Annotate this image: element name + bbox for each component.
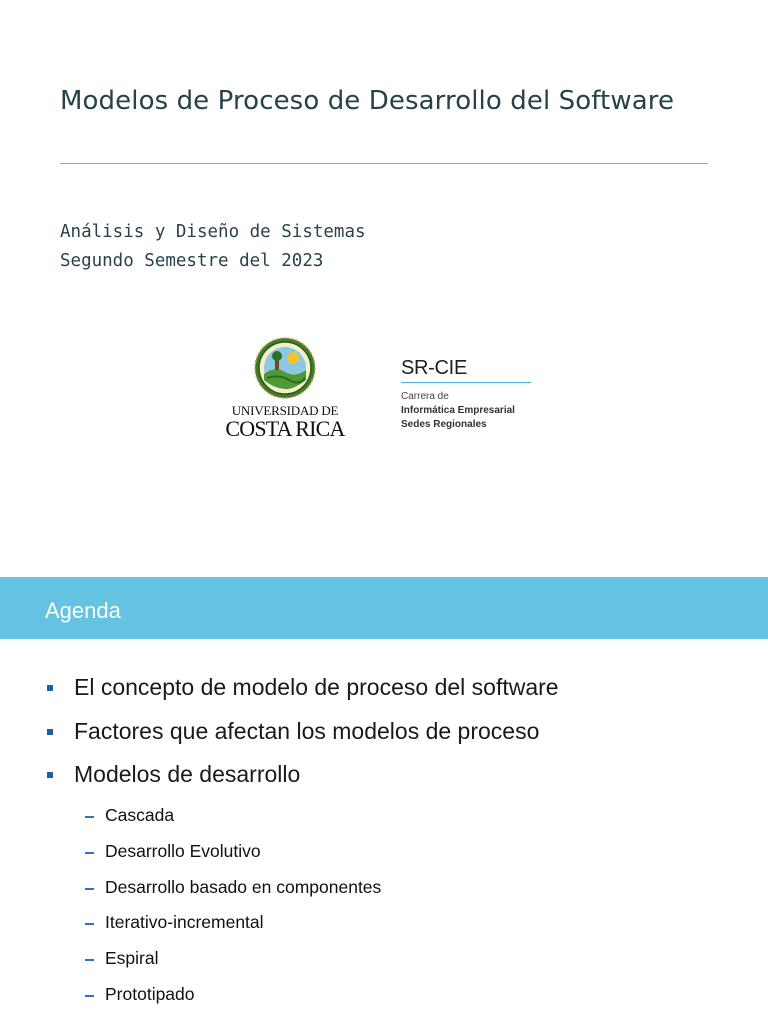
dash-icon (85, 995, 94, 997)
slide-title: Modelos de Proceso de Desarrollo del Software (60, 86, 675, 116)
srcie-logo-line3: Sedes Regionales (401, 419, 487, 430)
agenda-item: Factores que afectan los modelos de proceso (74, 718, 540, 744)
srcie-logo (401, 357, 541, 432)
agenda-subitem: Espiral (105, 948, 159, 968)
dash-icon (85, 959, 94, 961)
srcie-logo-line2: Informática Empresarial (401, 405, 515, 416)
dash-icon (85, 923, 94, 925)
title-divider (60, 163, 708, 164)
agenda-title: Agenda (45, 598, 121, 623)
semester: Segundo Semestre del 2023 (60, 251, 324, 271)
agenda-subitem: Iterativo-incremental (105, 912, 264, 932)
srcie-logo-rule (401, 382, 531, 383)
srcie-logo-title: SR-CIE (401, 357, 467, 379)
ucr-logo-line2: COSTA RICA (225, 416, 345, 441)
agenda-item: Modelos de desarrollo (74, 761, 301, 787)
bullet-icon (47, 729, 53, 735)
dash-icon (85, 852, 94, 854)
bullet-icon (47, 685, 53, 691)
agenda-subitem: Desarrollo basado en componentes (105, 877, 382, 897)
slide-subtitle (60, 218, 366, 276)
dash-icon (85, 816, 94, 818)
agenda-subitem: Desarrollo Evolutivo (105, 841, 261, 861)
srcie-logo-line1: Carrera de (401, 391, 449, 402)
dash-icon (85, 888, 94, 890)
agenda-subitem: Prototipado (105, 984, 195, 1004)
ucr-logo-line1: UNIVERSIDAD DE (231, 403, 339, 418)
agenda-subitem: Cascada (105, 805, 175, 825)
bullet-icon (47, 772, 53, 778)
ucr-logo (224, 334, 346, 440)
university-seal-icon (253, 336, 317, 400)
agenda-item: El concepto de modelo de proceso del software (74, 674, 559, 700)
course-name: Análisis y Diseño de Sistemas (60, 222, 366, 242)
